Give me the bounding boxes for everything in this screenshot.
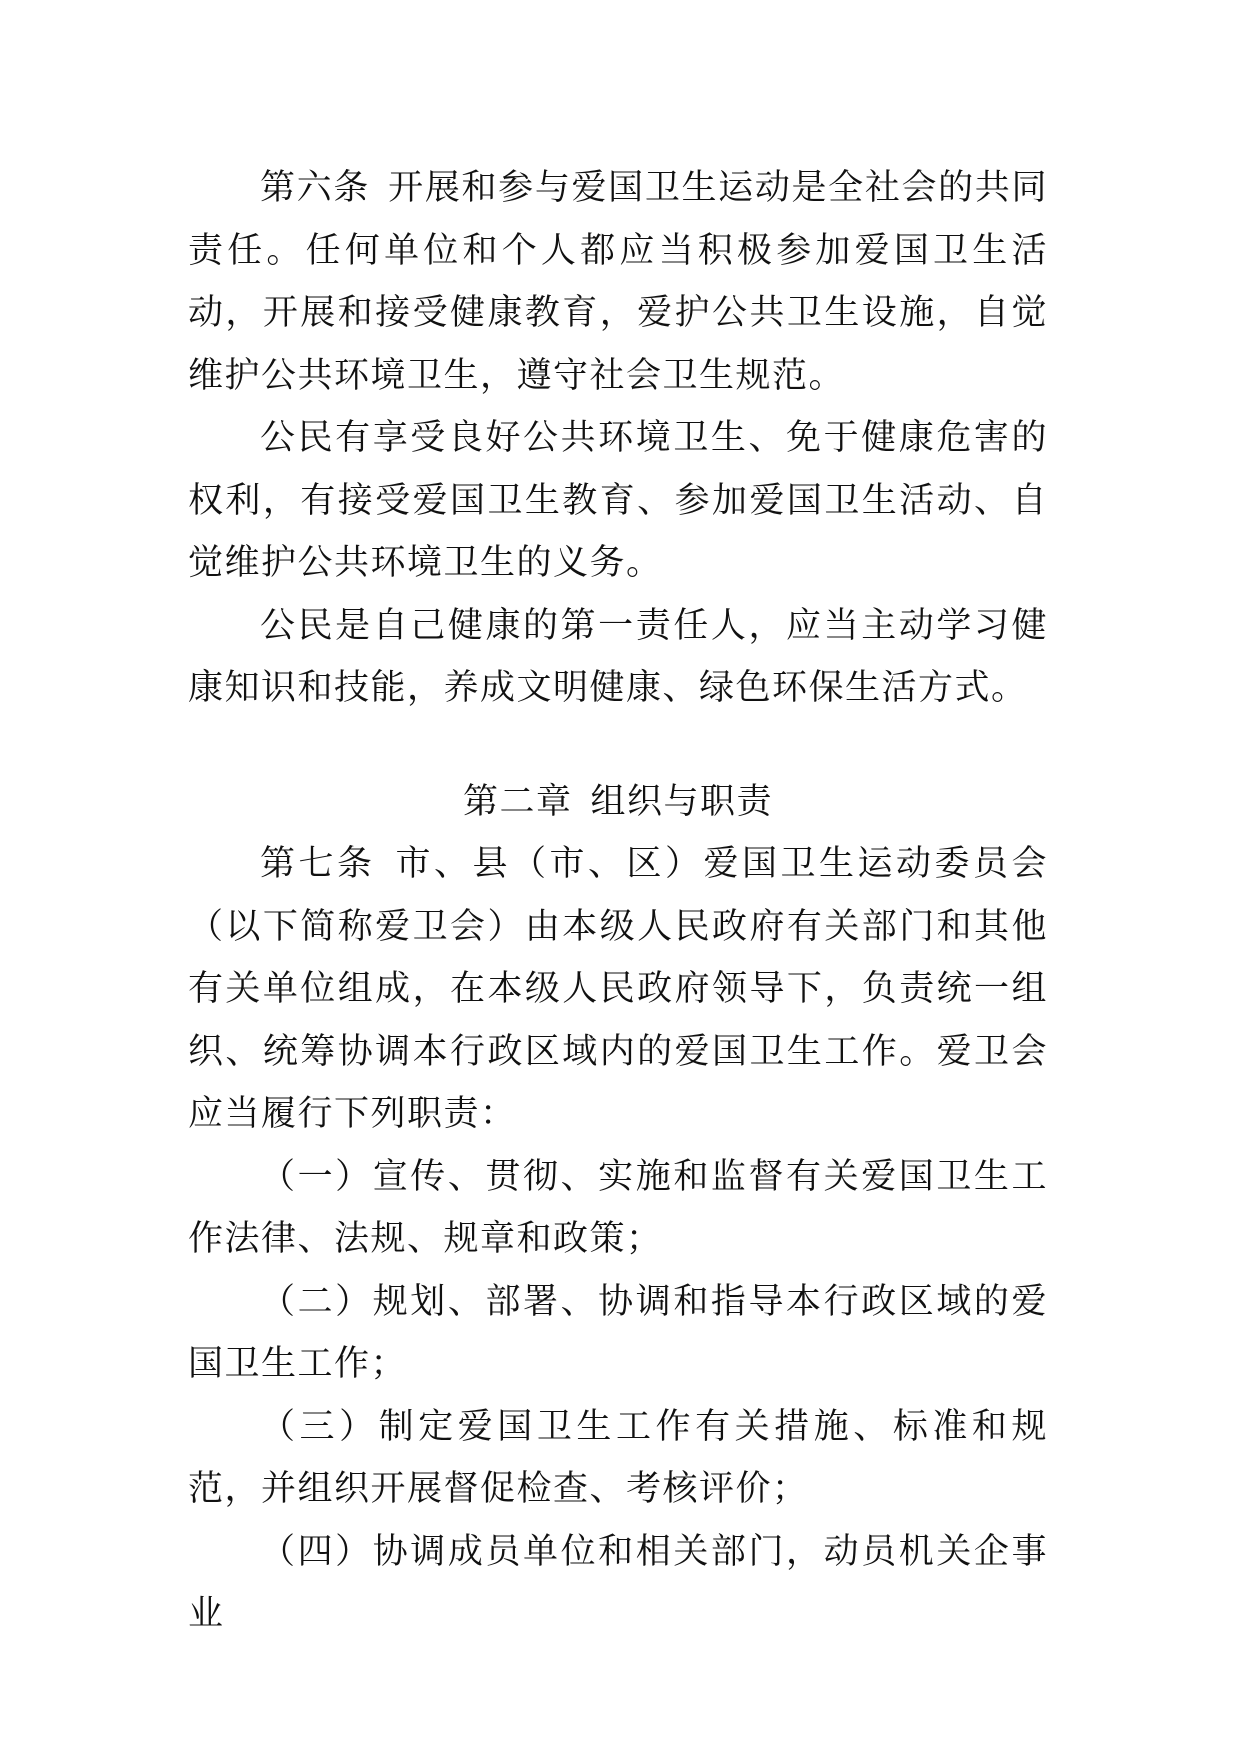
chapter-2-number: 第二章 bbox=[462, 781, 573, 822]
article-6-paragraph bbox=[188, 157, 1048, 407]
article-6-text: 开展和参与爱国卫生运动是全社会的共同责任。任何单位和个人都应当积极参加爱国卫生活动，开展和接受健康教育，爱护公共卫生设施，自觉维护公共环境卫生，遵守社会卫生规范。 bbox=[188, 168, 1048, 396]
chapter-2-heading bbox=[188, 771, 1048, 834]
article-7-text: 市、县（市、区）爱国卫生运动委员会（以下简称爱卫会）由本级人民政府有关部门和其他有关单位组成，在本级人民政府领导下，负责统一组织、统筹协调本行政区域内的爱国卫生工作。爱卫会应当履行下列职责： bbox=[188, 844, 1048, 1134]
article-6-title: 第六条 bbox=[260, 168, 370, 208]
duty-item-1: （一）宣传、贯彻、实施和监督有关爱国卫生工作法律、法规、规章和政策； bbox=[188, 1156, 1048, 1259]
citizen-responsibility-paragraph: 公民是自己健康的第一责任人，应当主动学习健康知识和技能，养成文明健康、绿色环保生活方式。 bbox=[188, 605, 1048, 708]
chapter-2-title: 组织与职责 bbox=[590, 781, 774, 822]
document-body bbox=[188, 157, 1048, 1646]
article-7-paragraph bbox=[188, 833, 1048, 1146]
article-7-title: 第七条 bbox=[260, 844, 376, 884]
duty-item-2: （二）规划、部署、协调和指导本行政区域的爱国卫生工作； bbox=[188, 1281, 1048, 1384]
citizen-rights-paragraph: 公民有享受良好公共环境卫生、免于健康危害的权利，有接受爱国卫生教育、参加爱国卫生活动、自觉维护公共环境卫生的义务。 bbox=[188, 418, 1048, 583]
duty-item-4: （四）协调成员单位和相关部门，动员机关企事业 bbox=[188, 1531, 1048, 1634]
duty-item-3: （三）制定爱国卫生工作有关措施、标准和规范，并组织开展督促检查、考核评价； bbox=[188, 1406, 1048, 1509]
